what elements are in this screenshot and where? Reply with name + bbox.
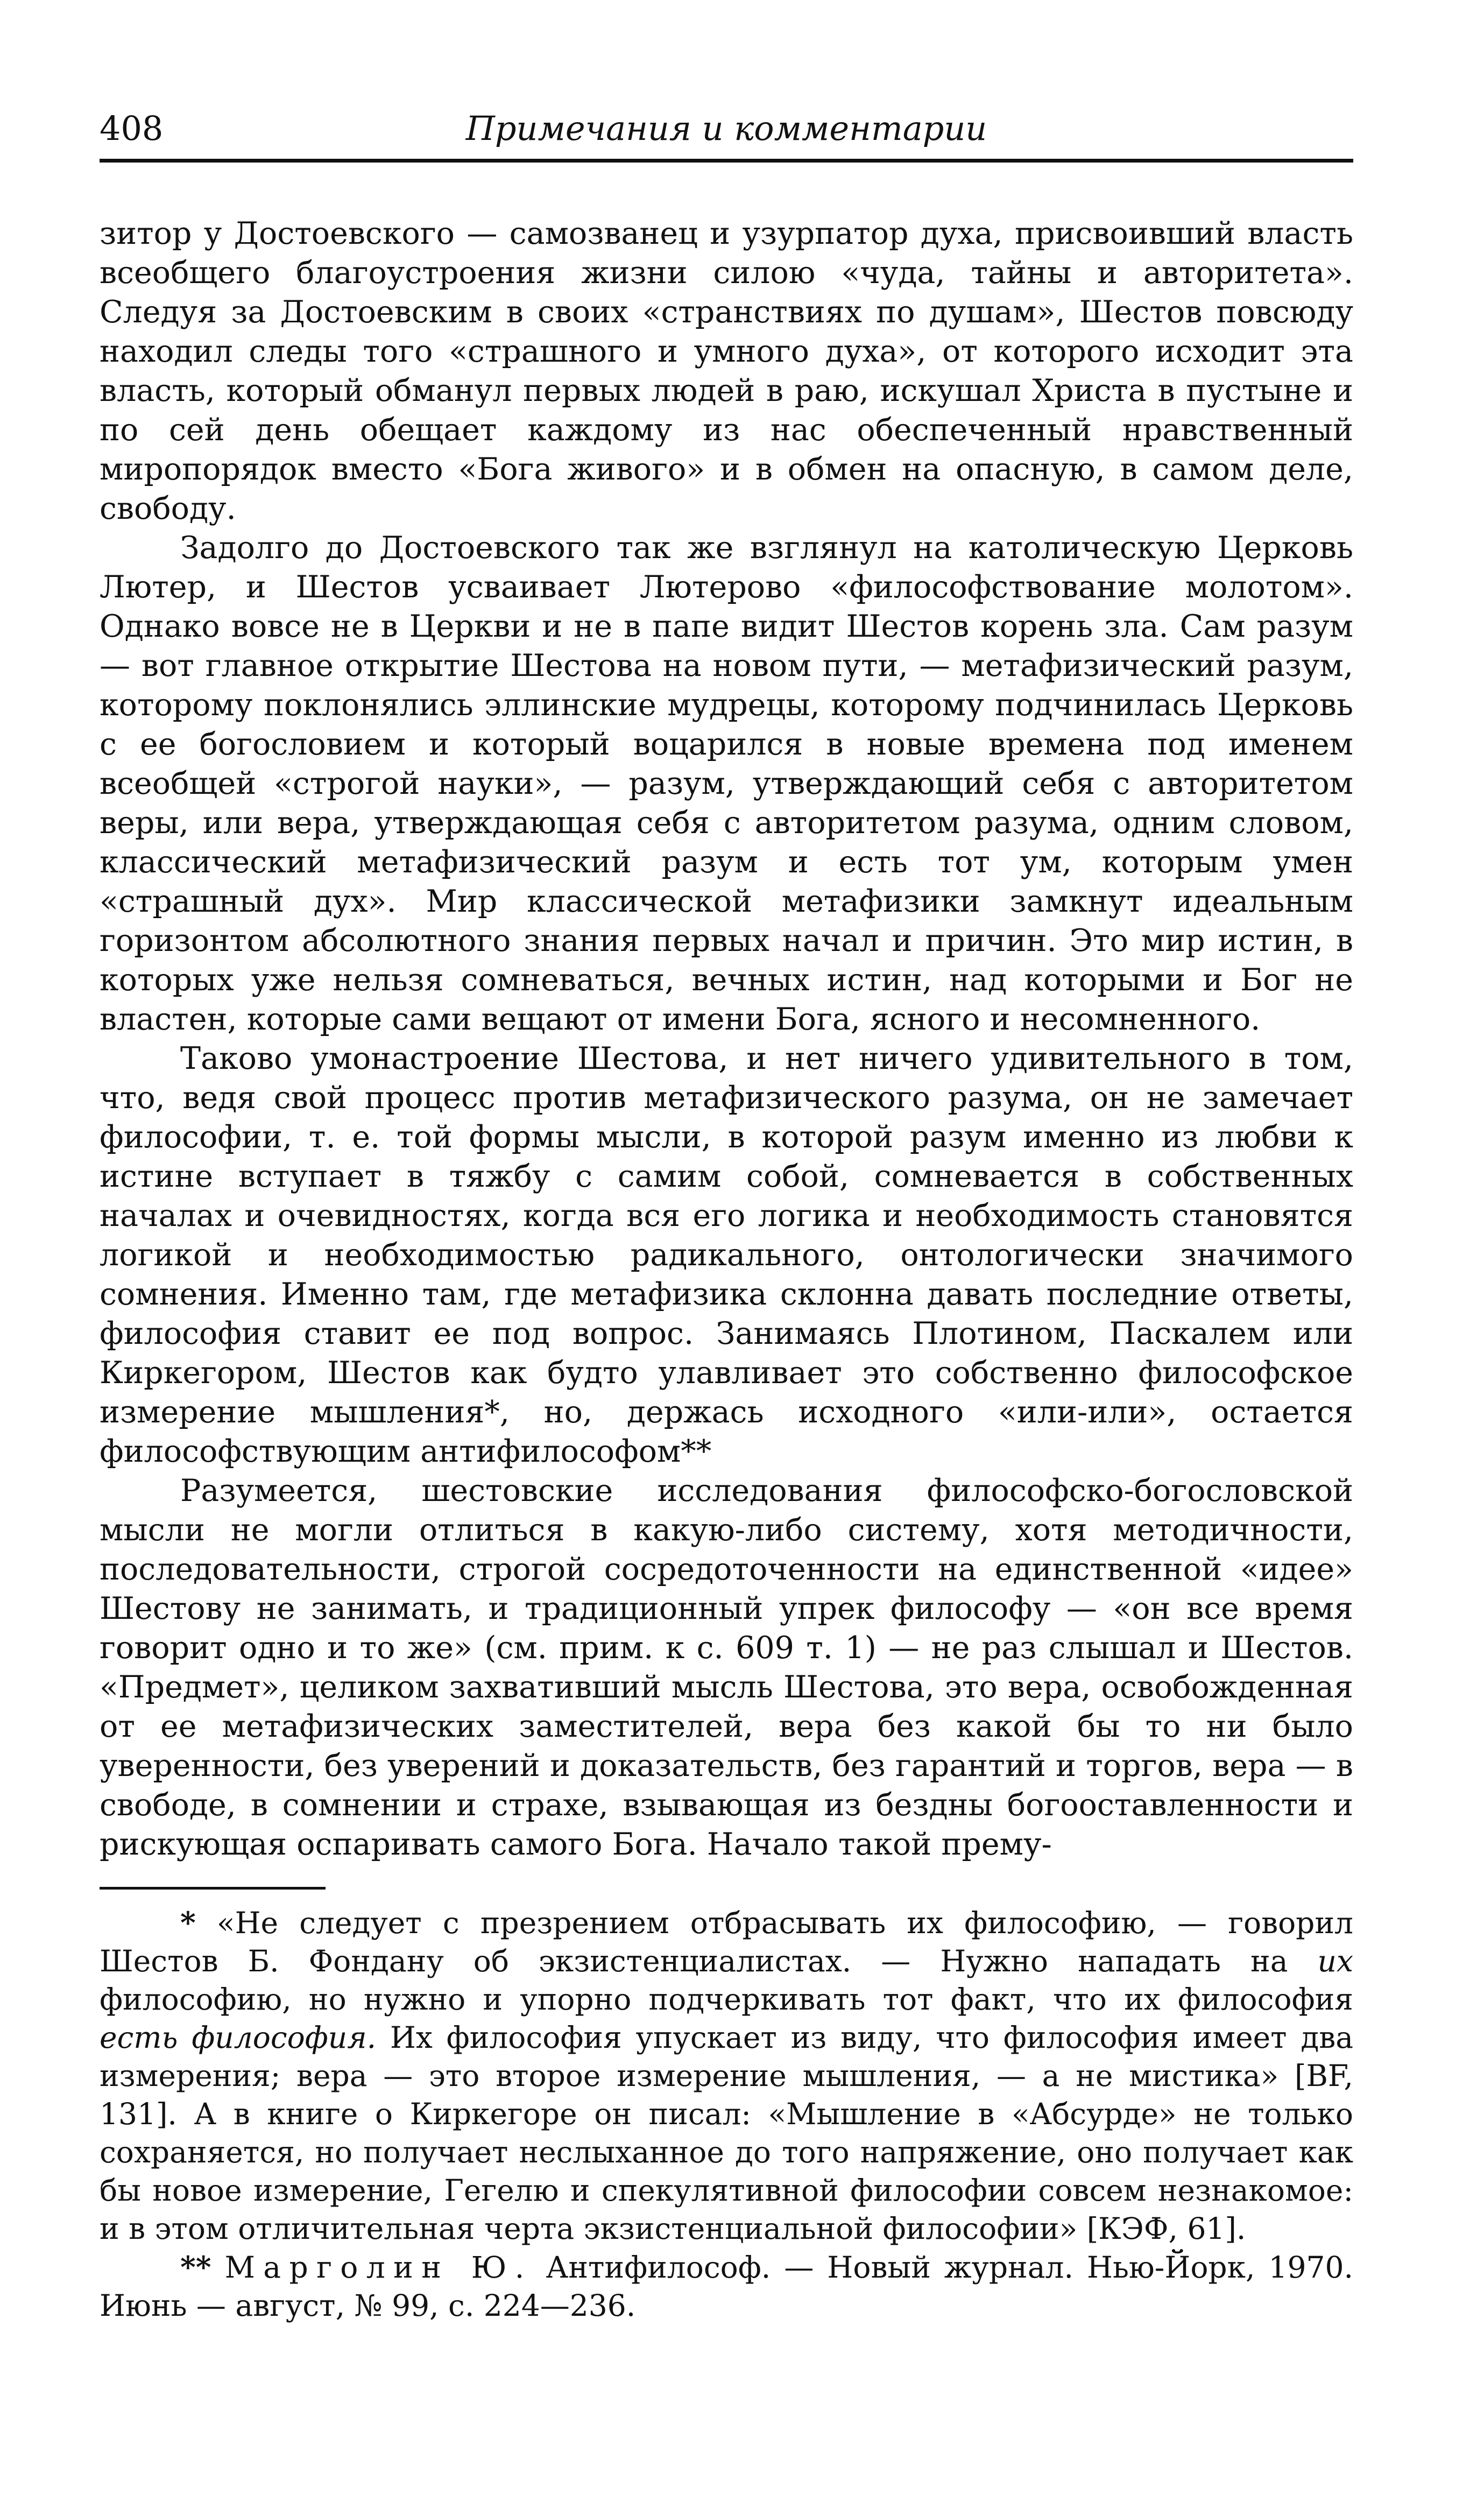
footnote-2 xyxy=(100,2248,1353,2325)
footnote-text: «Не следует с презрением отбрасывать их философию, — говорил Шестов Б. Фондану об экзистенциалистах. — Нужно нападать на xyxy=(100,1906,1353,1978)
footnote-text: Их философия упускает из виду, что философия имеет два измерения; вера — это второе измерение мышления, — а не мистика» [BF, 131]. А в книге о Киркегоре он писал: «Мышление в «Абсурде» не только сохраняется, но получает неслыханное до того напряжение, оно получает как бы новое измерение, Гегелю и спекулятивной философии совсем незнакомое: и в этом отличительная черта экзистенциальной философии» [КЭФ, 61]. xyxy=(100,2020,1353,2246)
footnote-1 xyxy=(100,1904,1353,2248)
paragraph: зитор у Достоевского — самозванец и узурпатор духа, присвоивший власть всеобщего благоустроения жизни силою «чуда, тайны и авторитета». Следуя за Достоевским в своих «странствиях по душам», Шестов повсюду находил следы того «страшного и умного духа», от которого исходит эта власть, который обманул первых людей в раю, искушал Христа в пустыне и по сей день обещает каждому из нас обеспеченный нравственный миропорядок вместо «Бога живого» и в обмен на опасную, в самом деле, свободу. xyxy=(100,216,1353,526)
paragraph: Задолго до Достоевского так же взглянул на католическую Церковь Лютер, и Шестов усваивает Лютерово «философствование молотом». Однако вовсе не в Церкви и не в папе видит Шестов корень зла. Сам разум — вот главное открытие Шестова на новом пути, — метафизический разум, которому поклонялись эллинские мудрецы, которому подчинилась Церковь с ее богословием и который воцарился в новые времена под именем всеобщей «строгой науки», — разум, утверждающий себя с авторитетом веры, или вера, утверждающая себя с авторитетом разума, одним словом, классический метафизический разум и есть тот ум, которым умен «страшный дух». Мир классической метафизики замкнут идеальным горизонтом абсолютного знания первых начал и причин. Это мир истин, в которых уже нельзя сомневаться, вечных истин, над которыми и Бог не властен, которые сами вещают от имени Бога, ясного и несомненного. xyxy=(100,530,1353,1037)
footnote-marker: * xyxy=(180,1905,196,1940)
page-number: 408 xyxy=(100,109,164,148)
footnote-text: философию, но нужно и упорно подчеркивать тот факт, что их философия xyxy=(100,1982,1353,2017)
footnote-text: Антифилософ. — Новый журнал. Нью-Йорк, 1970. Июнь — август, № 99, с. 224—236. xyxy=(100,2250,1353,2323)
paragraph: Таково умонастроение Шестова, и нет ничего удивительного в том, что, ведя свой процесс против метафизического разума, он не замечает философии, т. е. той формы мысли, в которой разум именно из любви к истине вступает в тяжбу с самим собой, сомневается в собственных началах и очевидностях, когда вся его логика и необходимость становятся логикой и необходимостью радикального, онтологически значимого сомнения. Именно там, где метафизика склонна давать последние ответы, философия ставит ее под вопрос. Занимаясь Плотином, Паскалем или Киркегором, Шестов как будто улавливает это собственно философское измерение мышления*, но, держась исходного «или-или», остается философствующим антифилософом** xyxy=(100,1041,1353,1469)
footnotes xyxy=(100,1904,1353,2325)
footnote-marker: ** xyxy=(180,2250,211,2285)
page-header xyxy=(100,100,1353,163)
footnote-divider xyxy=(100,1887,326,1890)
paragraph: Разумеется, шестовские исследования философско-богословской мысли не могли отлиться в какую-либо систему, хотя методичности, последовательности, строгой сосредоточенности на единственной «идее» Шестову не занимать, и традиционный упрек философу — «он все время говорит одно и то же» (см. прим. к с. 609 т. 1) — не раз слышал и Шестов. «Предмет», целиком захвативший мысль Шестова, это вера, освобожденная от ее метафизических заместителей, вера без какой бы то ни было уверенности, без уверений и доказательств, без гарантий и торгов, вера — в свободе, в сомнении и страхе, взывающая из бездны богооставленности и рискующая оспаривать самого Бога. Начало такой прему- xyxy=(100,1473,1353,1862)
book-page xyxy=(100,100,1353,2325)
footnote-emphasis: есть философия. xyxy=(100,2020,377,2055)
running-title: Примечания и комментарии xyxy=(465,109,987,148)
main-text xyxy=(100,214,1353,1864)
footnote-author: Марголин Ю. xyxy=(224,2250,533,2285)
footnote-emphasis: их xyxy=(1317,1944,1353,1978)
